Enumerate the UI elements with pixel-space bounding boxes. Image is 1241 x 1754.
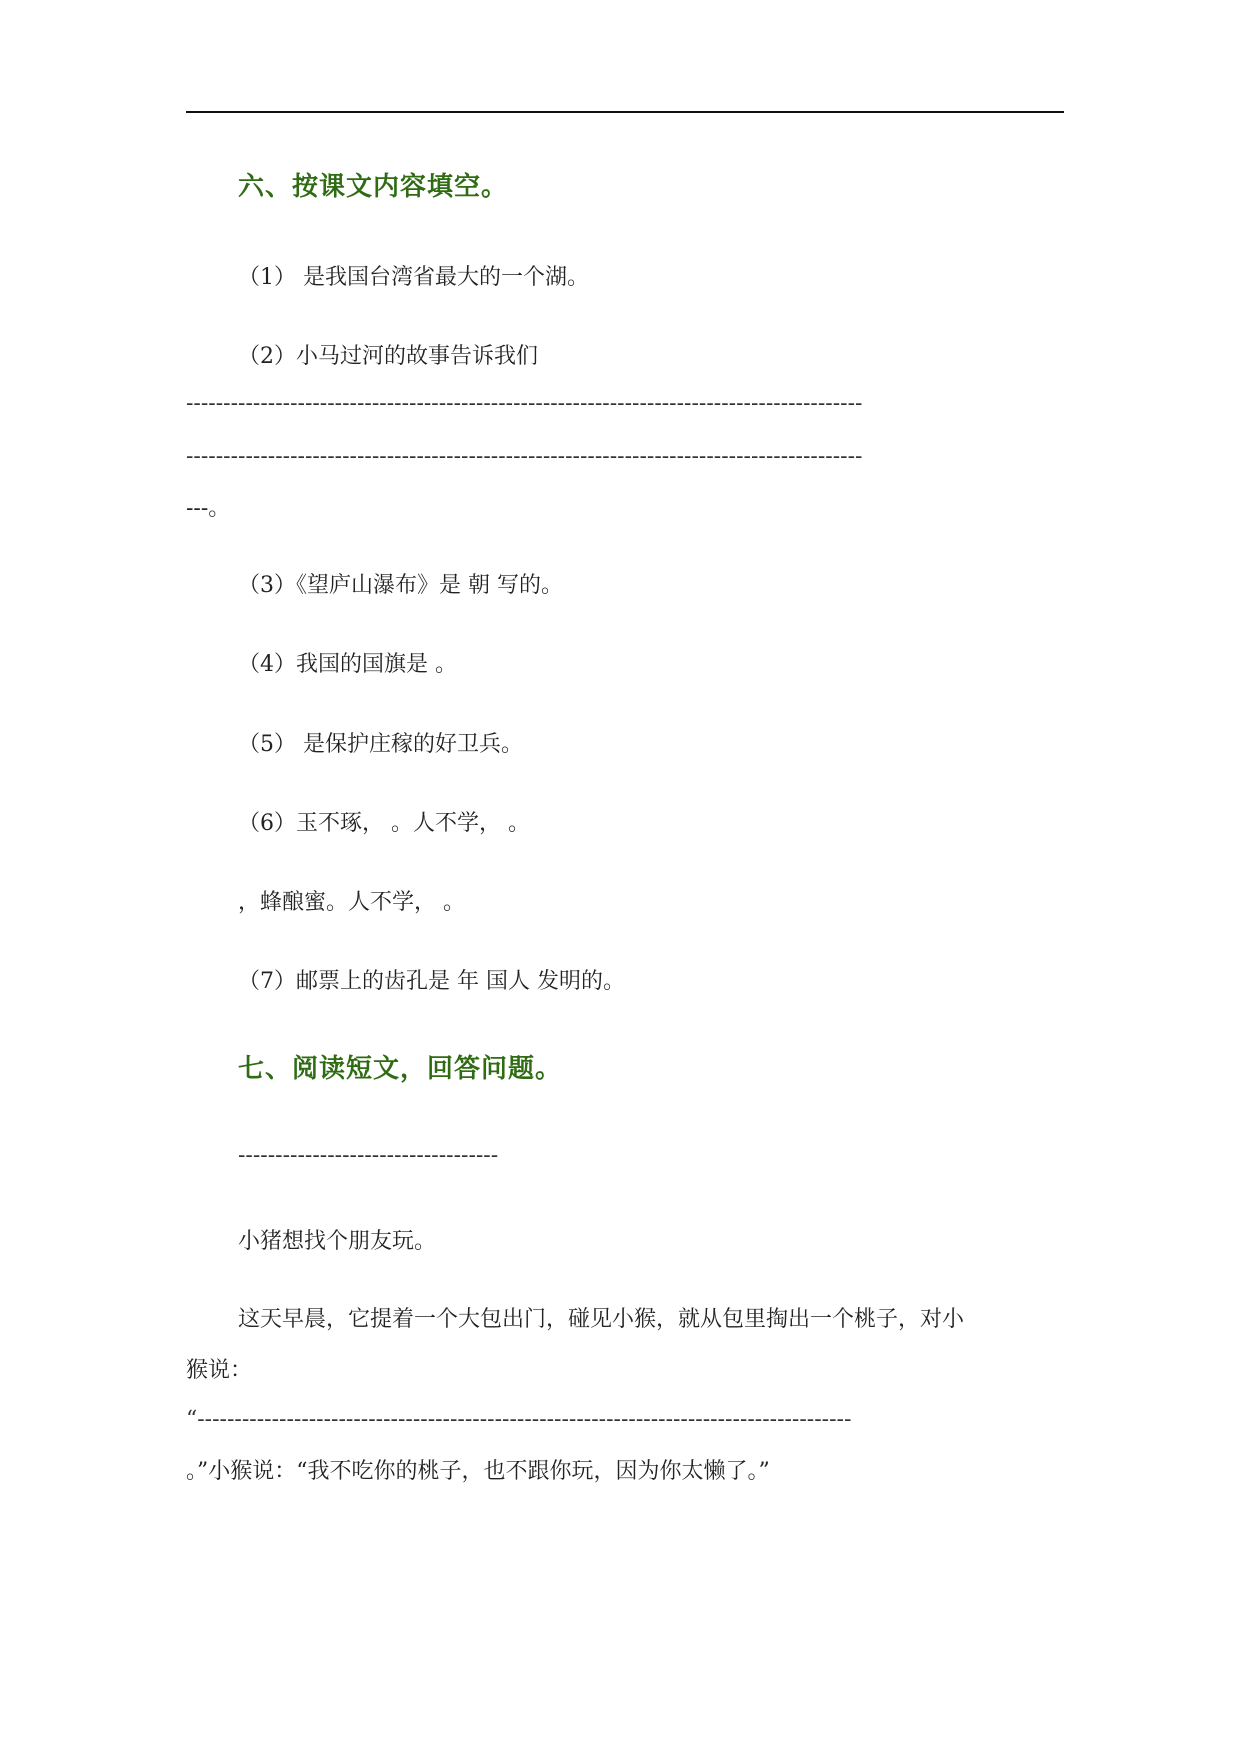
- answer-blank-line-2: -------------------------------------------------------------------------------------------: [186, 444, 863, 469]
- question-2: （2）小马过河的故事告诉我们: [238, 344, 538, 369]
- passage-paragraph-3: 。”小猴说：“我不吃你的桃子，也不跟你玩，因为你太懒了。”: [186, 1459, 770, 1484]
- passage-title-blank: -----------------------------------: [238, 1143, 499, 1168]
- passage-paragraph-2-line-1: 这天早晨，它提着一个大包出门，碰见小猴，就从包里掏出一个桃子，对小: [238, 1307, 965, 1332]
- passage-quote-blank: “----------------------------------------------------------------------------------------: [186, 1407, 852, 1432]
- question-3: （3）《望庐山瀑布》是 朝 写的。: [238, 573, 563, 598]
- passage-paragraph-1: 小猪想找个朋友玩。: [238, 1229, 437, 1254]
- question-5: （5） 是保护庄稼的好卫兵。: [238, 732, 523, 757]
- question-7: （7）邮票上的齿孔是 年 国人 发明的。: [238, 969, 625, 994]
- question-6-continued: ，蜂酿蜜。人不学， 。: [238, 890, 465, 915]
- answer-blank-line-1: -------------------------------------------------------------------------------------------: [186, 391, 863, 416]
- header-rule: [186, 111, 1064, 113]
- question-1: （1） 是我国台湾省最大的一个湖。: [238, 265, 589, 290]
- passage-paragraph-2-line-2: 猴说：: [186, 1358, 253, 1383]
- section-6-title: 六、按课文内容填空。: [238, 172, 509, 202]
- question-6: （6）玉不琢， 。人不学， 。: [238, 811, 530, 836]
- section-7-title: 七、阅读短文，回答问题。: [238, 1054, 563, 1084]
- answer-blank-line-end: ---。: [186, 496, 231, 521]
- question-4: （4）我国的国旗是 。: [238, 652, 457, 677]
